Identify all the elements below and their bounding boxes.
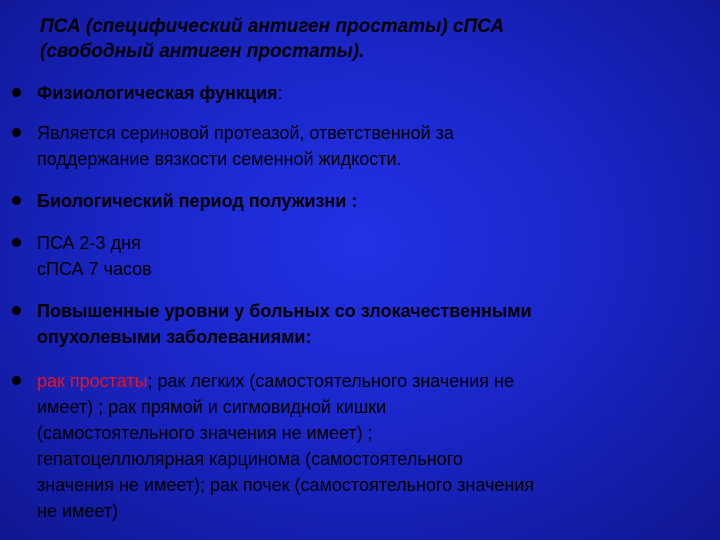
bullet-icon bbox=[12, 238, 21, 247]
bullet-line: гепатоцеллюлярная карцинома (самостоятельного bbox=[37, 449, 463, 469]
bullet-text bbox=[37, 298, 697, 350]
bullet-icon bbox=[12, 196, 21, 205]
bullet-suffix: : bbox=[277, 83, 283, 103]
bullet-line: сПСА 7 часов bbox=[37, 259, 152, 279]
bullet-item-protease bbox=[10, 120, 710, 172]
bullet-line: не имеет) bbox=[37, 501, 119, 521]
bullet-icon bbox=[12, 306, 21, 315]
bullet-line: ПСА 2-3 дня bbox=[37, 233, 141, 253]
bullet-line: поддержание вязкости семенной жидкости. bbox=[37, 149, 402, 169]
bullet-line bbox=[37, 368, 697, 394]
bullet-item-cancers bbox=[10, 368, 710, 524]
bullet-line-rest: ; рак легких (самостоятельного значения не bbox=[147, 371, 514, 391]
bullet-item-function bbox=[10, 80, 710, 106]
bullet-icon bbox=[12, 128, 21, 137]
bullet-text bbox=[37, 368, 697, 524]
bullet-item-psa-values bbox=[10, 230, 710, 282]
bullet-bold-text: Физиологическая функция bbox=[37, 83, 278, 103]
bullet-line: значения не имеет); рак почек (самостоятельного значения bbox=[37, 475, 535, 495]
bullet-item-elevated-levels bbox=[10, 298, 710, 350]
title-line-2: (свободный антиген простаты). bbox=[40, 41, 365, 62]
bullet-text bbox=[37, 120, 697, 172]
bullet-line: Повышенные уровни у больных со злокачественными bbox=[37, 301, 532, 321]
bullet-line: (самостоятельного значения не имеет) ; bbox=[37, 423, 373, 443]
bullet-line: Является сериновой протеазой, ответственной за bbox=[37, 123, 454, 143]
title-line-1: ПСА (специфический антиген простаты) сПСА bbox=[40, 16, 505, 37]
bullet-line: опухолевыми заболеваниями: bbox=[37, 327, 312, 347]
bullet-text bbox=[37, 230, 697, 282]
bullet-text bbox=[37, 80, 697, 106]
bullet-item-halflife bbox=[10, 188, 710, 214]
bullet-line: имеет) ; рак прямой и сигмовидной кишки bbox=[37, 397, 387, 417]
bullet-icon bbox=[12, 88, 21, 97]
highlight-prostate-cancer: рак простаты bbox=[37, 371, 148, 391]
bullet-icon bbox=[12, 376, 21, 385]
slide-title bbox=[40, 14, 700, 64]
bullet-text: Биологический период полужизни : bbox=[37, 191, 358, 211]
